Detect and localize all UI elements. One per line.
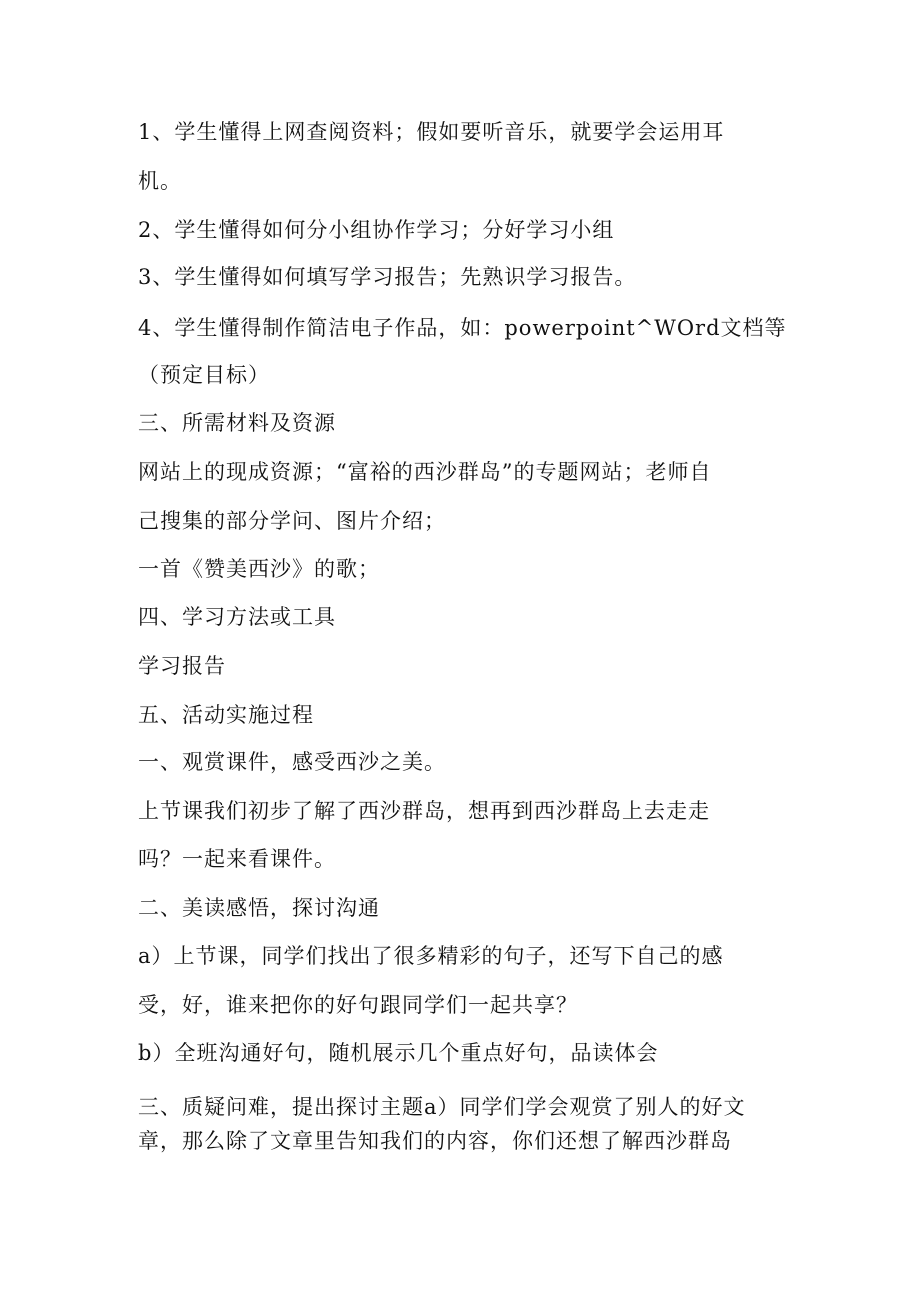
text-line: 网站上的现成资源；“富裕的西沙群岛”的专题网站；老师自 [138,460,712,484]
text-line: 一、观赏课件，感受西沙之美。 [138,750,446,774]
text-line: （预定目标） [138,363,270,387]
text-line: 一首《赞美西沙》的歌； [138,557,380,581]
text-line: b）全班沟通好句，随机展示几个重点好句，品读体会 [138,1041,659,1065]
text-line: 机。 [138,169,182,193]
text-line: 上节课我们初步了解了西沙群岛，想再到西沙群岛上去走走 [138,799,710,823]
text-line: 4、学生懂得制作简洁电子作品，如：powerpoint^WOrd文档等 [138,316,787,340]
text-line: a）上节课，同学们找出了很多精彩的句子，还写下自己的感 [138,944,724,968]
text-line: 章，那么除了文章里告知我们的内容，你们还想了解西沙群岛 [138,1129,732,1153]
text-line: 己搜集的部分学问、图片介绍； [138,509,446,533]
section-heading: 三、所需材料及资源 [138,411,336,435]
text-line: 学习报告 [138,654,226,678]
text-line: 3、学生懂得如何填写学习报告；先熟识学习报告。 [138,265,637,289]
text-line: 吗？一起来看课件。 [138,847,336,871]
section-heading: 四、学习方法或工具 [138,605,336,629]
text-line: 1、学生懂得上网查阅资料；假如要听音乐，就要学会运用耳 [138,120,725,144]
text-line: 受，好，谁来把你的好句跟同学们一起共享？ [138,993,578,1017]
text-line: 三、质疑问难，提出探讨主题a）同学们学会观赏了别人的好文 [138,1095,746,1119]
section-heading: 五、活动实施过程 [138,703,314,727]
text-line: 二、美读感悟，探讨沟通 [138,896,380,920]
text-line: 2、学生懂得如何分小组协作学习；分好学习小组 [138,218,615,242]
